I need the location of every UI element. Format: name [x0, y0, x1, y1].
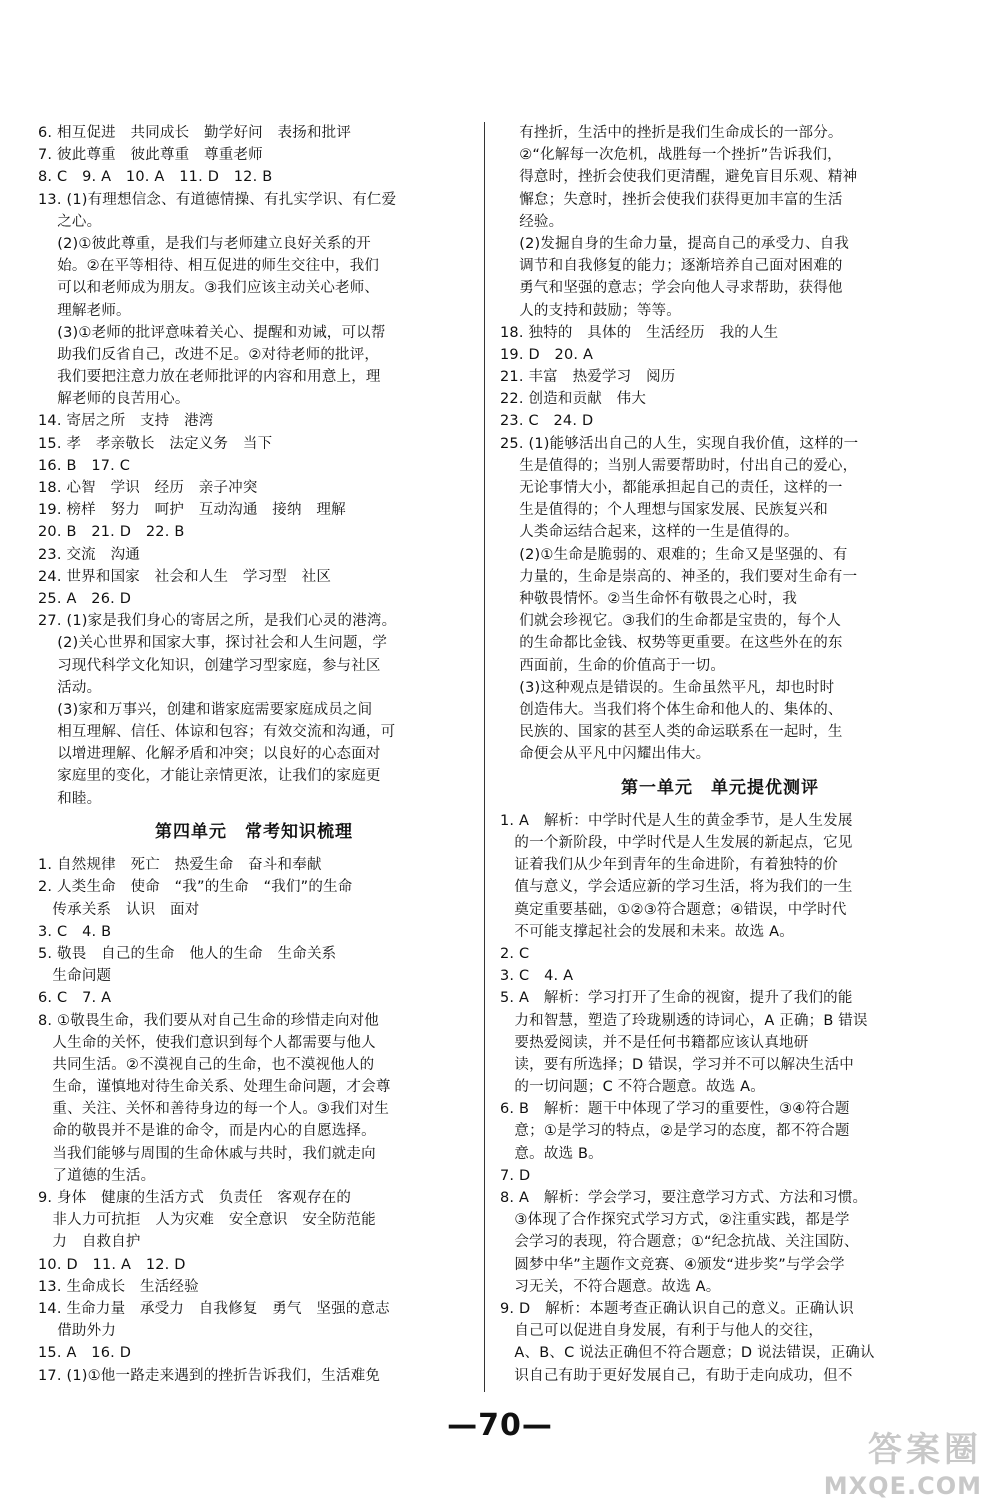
- page-number: —70—: [447, 1408, 553, 1443]
- text-line: 勇气和坚强的意志；学会向他人寻求帮助，获得他: [500, 280, 843, 297]
- text-line: 19. 榜样 努力 呵护 互动沟通 接纳 理解: [38, 502, 346, 519]
- text-line: 了道德的生活。: [38, 1167, 156, 1184]
- text-line: 21. 丰富 热爱学习 阅历: [500, 369, 676, 386]
- text-line: 22. 创造和贡献 伟大: [500, 391, 647, 408]
- text-line: 解老师的良苦用心。: [38, 391, 190, 408]
- text-line: 西面前，生命的价值高于一切。: [500, 657, 726, 674]
- text-line: 16. B 17. C: [38, 457, 131, 474]
- text-line: 经验。: [500, 213, 564, 230]
- text-line: 们就会珍视它。③我们的生命都是宝贵的，每个人: [500, 613, 842, 630]
- text-line: 读，要有所选择；D 错误，学习并不可以解决生活中: [500, 1056, 854, 1073]
- text-line: 重、关注、关怀和善待身边的每一个人。③我们对生: [38, 1101, 390, 1118]
- text-line: 19. D 20. A: [500, 346, 594, 363]
- text-line: 无论事情大小，都能承担起自己的责任，这样的一: [500, 480, 843, 496]
- text-line: (3)家和万事兴，创建和谐家庭需要家庭成员之间: [38, 701, 373, 718]
- text-line: 3. C 4. A: [500, 968, 574, 985]
- text-line: (2)发掘自身的生命力量，提高自己的承受力、自我: [500, 235, 850, 252]
- section-heading: 第四单元 常考知识梳理: [155, 821, 353, 842]
- text-line: 圆梦中华”主题作文竞赛、④颁发“进步奖”与学会学: [500, 1256, 845, 1273]
- text-line: 我们要把注意力放在老师批评的内容和用意上，理: [38, 369, 381, 386]
- text-line: 有挫折，生活中的挫折是我们生命成长的一部分。: [500, 125, 843, 141]
- text-line: 7. D: [500, 1167, 531, 1184]
- text-line: 15. 孝 孝亲敬长 法定义务 当下: [38, 435, 273, 452]
- text-line: 意；①是学习的特点，②是学习的态度，都不符合题: [500, 1123, 850, 1140]
- text-line: 意。故选 B。: [500, 1145, 603, 1162]
- text-line: 5. A 解析：学习打开了生命的视窗，提升了我们的能: [500, 990, 853, 1007]
- text-line: 人类命运结合起来，这样的一生是值得的。: [500, 524, 799, 541]
- text-line: 25. (1)能够活出自己的人生，实现自我价值，这样的一: [500, 435, 859, 452]
- text-line: 1. A 解析：中学时代是人生的黄金季节，是人生发展: [500, 812, 853, 829]
- text-line: 13. 生命成长 生活经验: [38, 1278, 199, 1295]
- text-line: 之心。: [38, 213, 102, 230]
- text-line: 27. (1)家是我们身心的寄居之所，是我们心灵的港湾。: [38, 613, 397, 630]
- text-line: ②“化解每一次危机，战胜每一个挫折”告诉我们，: [500, 147, 842, 164]
- text-line: 习无关，不符合题意。故选 A。: [500, 1278, 721, 1295]
- text-line: 14. 寄居之所 支持 港湾: [38, 413, 214, 430]
- text-line: ③体现了合作探究式学习方式，②注重实践，都是学: [500, 1212, 850, 1229]
- text-line: 习现代科学文化知识，创建学习型家庭，参与社区: [38, 657, 381, 674]
- text-line: 8. ①敬畏生命，我们要从对自己生命的珍惜走向对他: [38, 1012, 379, 1029]
- text-line: 民族的、国家的甚至人类的命运联系在一起时，生: [500, 724, 843, 741]
- text-line: 得意时，挫折会使我们更清醒，避免盲目乐观、精神: [500, 169, 858, 186]
- text-line: 15. A 16. D: [38, 1345, 132, 1362]
- text-line: 8. A 解析：学会学习，要注意学习方式、方法和习惯。: [500, 1190, 868, 1207]
- text-line: 力和智慧，塑造了玲珑剔透的诗词心，A 正确；B 错误: [500, 1012, 868, 1029]
- text-line: 3. C 4. B: [38, 923, 112, 940]
- text-line: 以增进理解、化解矛盾和冲突；以良好的心态面对: [38, 746, 381, 763]
- text-line: 力量的，生命是崇高的、神圣的，我们要对生命有一: [500, 568, 858, 585]
- text-line: 18. 独特的 具体的 生活经历 我的人生: [500, 324, 779, 341]
- text-line: (2)关心世界和国家大事，探讨社会和人生问题，学: [38, 635, 388, 652]
- text-line: 传承关系 认识 面对: [38, 901, 200, 918]
- text-line: 1. 自然规律 死亡 热爱生命 奋斗和奉献: [38, 857, 322, 874]
- text-line: 5. 敬畏 自己的生命 他人的生命 生命关系: [38, 945, 337, 962]
- text-line: 助我们反省自己，改进不足。②对待老师的批评，: [38, 346, 380, 363]
- text-line: (2)①生命是脆弱的、艰难的；生命又是坚强的、有: [500, 546, 848, 563]
- text-line: 9. 身体 健康的生活方式 负责任 客观存在的: [38, 1190, 352, 1207]
- text-line: A、B、C 说法正确但不符合题意；D 说法错误，正确认: [500, 1345, 875, 1362]
- text-line: 创造伟大。当我们将个体生命和他人的、集体的、: [500, 701, 843, 718]
- section-heading: 第一单元 单元提优测评: [621, 777, 819, 798]
- right-column: [500, 122, 940, 1387]
- text-line: 懈怠；失意时，挫折会使我们获得更加丰富的生活: [500, 191, 843, 208]
- column-divider: [484, 122, 485, 1392]
- text-line: 生是值得的；个人理想与国家发展、民族复兴和: [500, 502, 828, 519]
- text-line: 理解老师。: [38, 302, 131, 319]
- text-line: 6. B 解析：题干中体现了学习的重要性，③④符合题: [500, 1101, 850, 1118]
- left-column: [38, 122, 470, 1387]
- text-line: 相互理解、信任、体谅和包容；有效交流和沟通，可: [38, 724, 396, 741]
- text-line: 会学习的表现，符合题意；①“纪念抗战、关注国防、: [500, 1234, 859, 1251]
- text-line: 不可能支撑起社会的发展和未来。故选 A。: [500, 923, 794, 940]
- watermark-url: MXQE.COM: [823, 1472, 982, 1500]
- text-line: 6. 相互促进 共同成长 勤学好问 表扬和批评: [38, 125, 352, 141]
- text-line: 2. 人类生命 使命 “我”的生命 “我们”的生命: [38, 879, 353, 896]
- text-line: 证着我们从少年到青年的生命进阶，有着独特的价: [500, 857, 838, 874]
- text-line: 的一个新阶段，中学时代是人生发展的新起点，它见: [500, 835, 853, 852]
- text-line: 14. 生命力量 承受力 自我修复 勇气 坚强的意志: [38, 1300, 390, 1317]
- text-line: 和睦。: [38, 790, 102, 807]
- text-line: 值与意义，学会适应新的学习生活，将为我们的一生: [500, 879, 853, 896]
- text-line: 调节和自我修复的能力；逐渐培养自己面对困难的: [500, 258, 843, 275]
- text-line: 7. 彼此尊重 彼此尊重 尊重老师: [38, 147, 263, 164]
- text-line: 家庭里的变化，才能让亲情更浓，让我们的家庭更: [38, 768, 381, 785]
- text-line: (3)①老师的批评意味着关心、提醒和劝诫，可以帮: [38, 324, 386, 341]
- text-line: 9. D 解析：本题考查正确认识自己的意义。正确认识: [500, 1300, 854, 1317]
- text-line: 的生命都比金钱、权势等更重要。在这些外在的东: [500, 635, 843, 652]
- text-line: 10. D 11. A 12. D: [38, 1256, 186, 1273]
- text-line: (2)①彼此尊重，是我们与老师建立良好关系的开: [38, 235, 371, 252]
- text-line: 25. A 26. D: [38, 590, 132, 607]
- text-line: 生命问题: [38, 968, 112, 985]
- text-line: 生是值得的；当别人需要帮助时，付出自己的爱心，: [500, 457, 858, 474]
- text-line: 24. 世界和国家 社会和人生 学习型 社区: [38, 568, 332, 585]
- text-line: 23. 交流 沟通: [38, 546, 140, 563]
- text-line: 奠定重要基础，①②③符合题意；④错误，中学时代: [500, 901, 847, 918]
- text-line: 种敬畏情怀。②当生命怀有敬畏之心时，我: [500, 590, 798, 607]
- watermark-logo-text: 答案圈: [868, 1430, 982, 1470]
- text-line: 共同生活。②不漠视自己的生命，也不漠视他人的: [38, 1056, 375, 1073]
- text-line: 8. C 9. A 10. A 11. D 12. B: [38, 169, 273, 186]
- text-line: 命便会从平凡中闪耀出伟大。: [500, 746, 711, 763]
- text-line: 23. C 24. D: [500, 413, 594, 430]
- text-line: (3)这种观点是错误的。生命虽然平凡，却也时时: [500, 679, 835, 696]
- text-line: 人的支持和鼓励；等等。: [500, 302, 681, 319]
- text-line: 要热爱阅读，并不是任何书籍都应该认真地研: [500, 1034, 809, 1051]
- text-line: 识自己有助于更好发展自己，有助于走向成功，但不: [500, 1367, 853, 1384]
- text-line: 的一切问题；C 不符合题意。故选 A。: [500, 1079, 765, 1096]
- text-line: 命的敬畏并不是谁的命令，而是内心的自愿选择。: [38, 1123, 376, 1140]
- text-line: 17. (1)①他一路走来遇到的挫折告诉我们，生活难免: [38, 1367, 381, 1384]
- text-line: 非人力可抗拒 人为灾难 安全意识 安全防范能: [38, 1212, 376, 1229]
- text-line: 可以和老师成为朋友。③我们应该主动关心老师、: [38, 280, 380, 297]
- text-line: 6. C 7. A: [38, 990, 112, 1007]
- text-line: 自己可以促进自身发展，有利于与他人的交往，: [500, 1323, 824, 1340]
- text-line: 当我们能够与周围的生命休戚与共时，我们就走向: [38, 1145, 376, 1162]
- text-line: 人生命的关怀，使我们意识到每个人都需要与他人: [38, 1034, 376, 1051]
- text-line: 2. C: [500, 945, 530, 962]
- text-line: 借助外力: [38, 1323, 117, 1340]
- text-line: 活动。: [38, 679, 102, 696]
- text-line: 始。②在平等相待、相互促进的师生交往中，我们: [38, 258, 380, 275]
- text-line: 20. B 21. D 22. B: [38, 524, 185, 541]
- text-line: 18. 心智 学识 经历 亲子冲突: [38, 480, 258, 496]
- text-line: 生命，谨慎地对待生命关系、处理生命问题，才会尊: [38, 1079, 391, 1096]
- watermark-logo: [792, 1428, 982, 1506]
- text-line: 力 自救自护: [38, 1234, 141, 1251]
- text-line: 13. (1)有理想信念、有道德情操、有扎实学识、有仁爱: [38, 191, 397, 208]
